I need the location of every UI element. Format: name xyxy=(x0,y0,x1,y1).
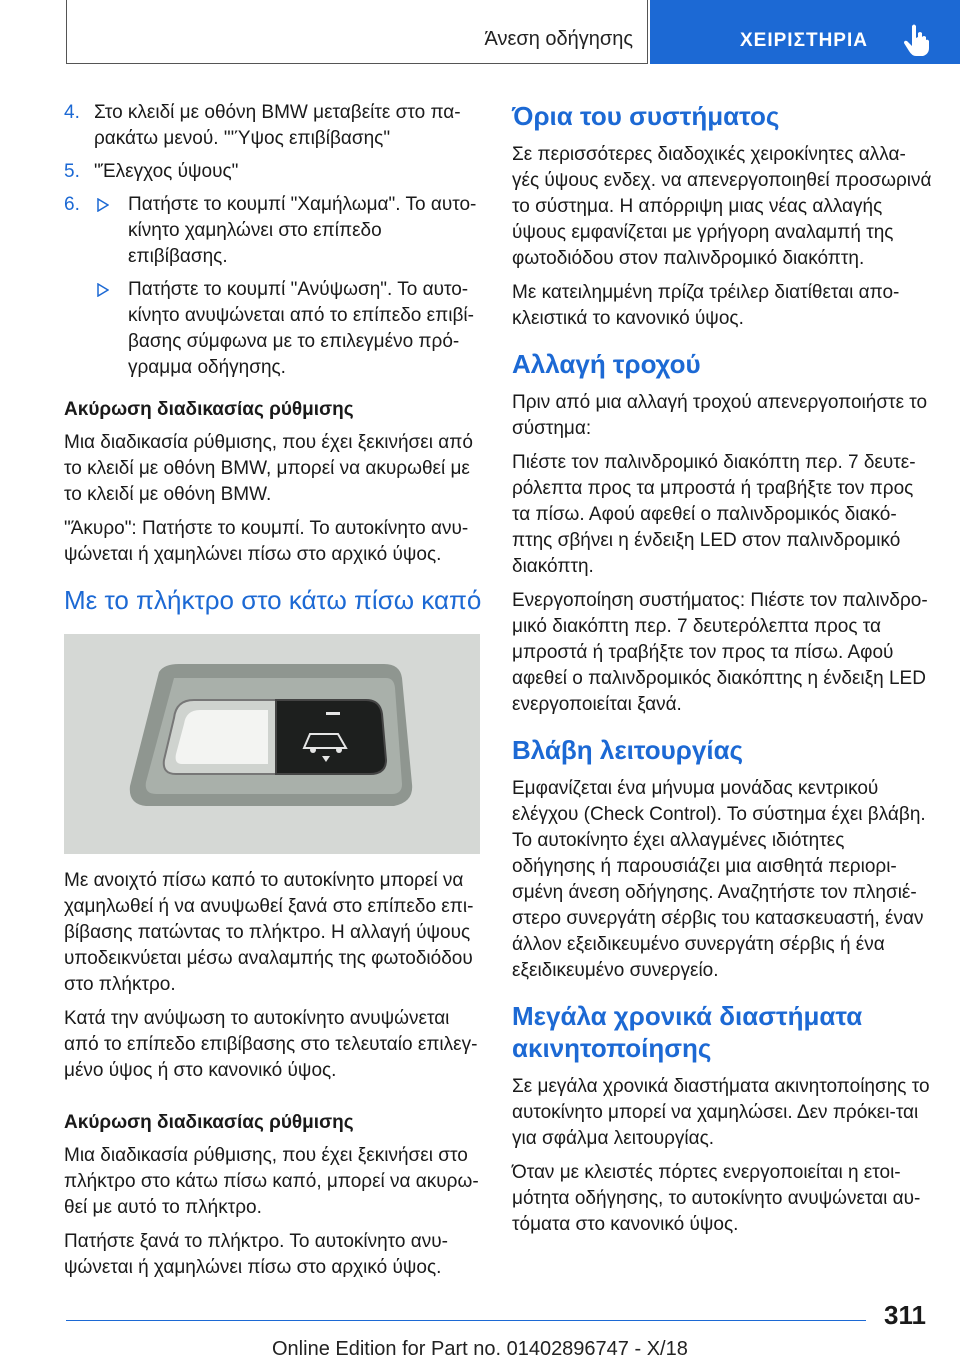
trunk-heading: Με το πλήκτρο στο κάτω πίσω καπό xyxy=(64,585,482,615)
step-6 xyxy=(64,192,484,270)
paragraph: Μια διαδικασία ρύθμισης, που έχει ξεκινήσει από το κλειδί με οθόνη BMW, μπορεί να ακυρωθεί με το κλειδί με οθόνη BMW. xyxy=(64,432,473,505)
paragraph: Πιέστε τον παλινδρομικό διακόπτη περ. 7 δευτε‐ρόλεπτα προς τα μπροστά ή τραβήξτε τον προς τα πίσω. Αφού αφεθεί ο παλινδρομικός διακό‐πτης σβήνει η ένδειξη LED στον παλινδρομικό διακόπτη. xyxy=(512,452,916,577)
step-number: 6. xyxy=(64,194,80,215)
trunk-button-photo xyxy=(64,634,480,854)
step-number: 5. xyxy=(64,161,80,182)
left-column xyxy=(64,100,484,1289)
step-text: Στο κλειδί με οθόνη BMW μεταβείτε στο πα‐ρακάτω μενού. "'Ύψος επιβίβασης" xyxy=(94,102,461,149)
fault-heading: Βλάβη λειτουργίας xyxy=(512,735,744,765)
paragraph: "Άκυρο": Πατήστε το κουμπί. Το αυτοκίνητο ανυ‐ψώνεται ή χαμηλώνει πίσω στο αρχικό ύψος. xyxy=(64,518,469,565)
page-number: 311 xyxy=(884,1300,926,1330)
paragraph: Πριν από μια αλλαγή τροχού απενεργοποιήστε το σύστημα: xyxy=(512,392,928,439)
paragraph: Όταν με κλειστές πόρτες ενεργοποιείται η ετοι‐μότητα οδήγησης, το αυτοκίνητο ανυψώνεται αυ‐τόματα στο κανονικό ύψος. xyxy=(512,1162,921,1235)
step-number: 4. xyxy=(64,102,80,123)
paragraph: Μια διαδικασία ρύθμισης, που έχει ξεκινήσει στο πλήκτρο στο κάτω πίσω καπό, μπορεί να ακυρω‐θεί με αυτό το πλήκτρο. xyxy=(64,1145,479,1218)
section-title: Άνεση οδήγησης xyxy=(484,28,633,50)
cancel-heading: Ακύρωση διαδικασίας ρύθμισης xyxy=(64,1112,354,1133)
paragraph: Με ανοιχτό πίσω καπό το αυτοκίνητο μπορεί να χαμηλωθεί ή να ανυψωθεί ξανά στο επίπεδο επι‐βίβασης πατώντας το πλήκτρο. Η αλλαγή ύψους υποδεικνύεται μέσω αναλαμπής της φωτοδιόδου στο πλήκτρο. xyxy=(64,870,474,995)
paragraph: Με κατειλημμένη πρίζα τρέιλερ διατίθεται απο‐κλειστικά το κανονικό ύψος. xyxy=(512,282,900,329)
paragraph: Σε μεγάλα χρονικά διαστήματα ακινητοποίησης το αυτοκίνητο μπορεί να χαμηλώσει. Δεν πρόκει‐ται για σφάλμα λειτουργίας. xyxy=(512,1076,930,1149)
paragraph: Πατήστε ξανά το πλήκτρο. Το αυτοκίνητο ανυ‐ψώνεται ή χαμηλώνει πίσω στο αρχικό ύψος. xyxy=(64,1231,448,1278)
triangle-arrow-icon xyxy=(97,198,109,212)
triangle-arrow-icon xyxy=(97,283,109,297)
paragraph: Ενεργοποίηση συστήματος: Πιέστε τον παλινδρο‐μικό διακόπτη περ. 7 δευτερόλεπτα προς τα μπροστά ή τραβήξτε τον προς τα πίσω. Αφού αφεθεί ο παλινδρομικός διακόπτης η ένδειξη LED ενεργοποιείται ξανά. xyxy=(512,590,928,715)
step-5 xyxy=(64,159,484,185)
footer-divider xyxy=(66,1320,866,1321)
header-chapter-tab xyxy=(650,0,960,64)
header-section-tab xyxy=(66,0,648,64)
chapter-title: ΧΕΙΡΙΣΤΗΡΙΑ xyxy=(740,30,868,51)
paragraph: Εμφανίζεται ένα μήνυμα μονάδας κεντρικού ελέγχου (Check Control). Το σύστημα έχει βλάβη. Το αυτοκίνητο έχει αλλαγμένες ιδιότητες οδήγησης ή παρουσιάζει μια αισθητά περιορι‐σμένη άνεση οδήγησης. Αναζητήστε τον πλησιέ‐στερο συνεργάτη σέρβις του κατασκευαστή, έναν άλλον εξειδικευμένο συνεργάτη σέρβις ή ένα εξειδικευμένο συνεργείο. xyxy=(512,778,926,981)
paragraph: Κατά την ανύψωση το αυτοκίνητο ανυψώνεται από το επίπεδο επιβίβασης στο τελευταίο επιλεγ‐μένο ύψος ή στο κανονικό ύψος. xyxy=(64,1008,478,1081)
trunk-button-illustration xyxy=(64,634,480,854)
step-4 xyxy=(64,100,484,152)
step-text: Πατήστε το κουμπί "Χαμήλωμα". Το αυτο‐κίνητο χαμηλώνει στο επίπεδο επιβίβασης. xyxy=(128,194,477,267)
substep-text: Πατήστε το κουμπί "Ανύψωση". Το αυτο‐κίνητο ανυψώνεται από το επίπεδο επιβί‐βασης σύμφωνα με το επιλεγμένο πρό‐γραμμα οδήγησης. xyxy=(128,279,474,378)
hand-pointer-icon xyxy=(902,22,932,56)
standstill-heading: Μεγάλα χρονικά διαστήματα ακινητοποίησης xyxy=(512,1001,863,1063)
edition-info: Online Edition for Part no. 01402896747 - X/18 xyxy=(272,1338,688,1360)
right-column xyxy=(512,100,932,1246)
paragraph: Σε περισσότερες διαδοχικές χειροκίνητες αλλα‐γές ύψους ενδεχ. να απενεργοποιηθεί προσωρινά το σύστημα. Η απόρριψη μιας νέας αλλαγής ύψους εμφανίζεται με γρήγορη αναλαμπή της φωτοδιόδου στον παλινδρομικό διακόπτη. xyxy=(512,144,932,269)
cancel-heading: Ακύρωση διαδικασίας ρύθμισης xyxy=(64,399,354,420)
wheel-heading: Αλλαγή τροχού xyxy=(512,349,701,379)
substep xyxy=(64,277,484,381)
limits-heading: Όρια του συστήματος xyxy=(512,101,780,131)
step-text: "Έλεγχος ύψους" xyxy=(94,161,239,182)
